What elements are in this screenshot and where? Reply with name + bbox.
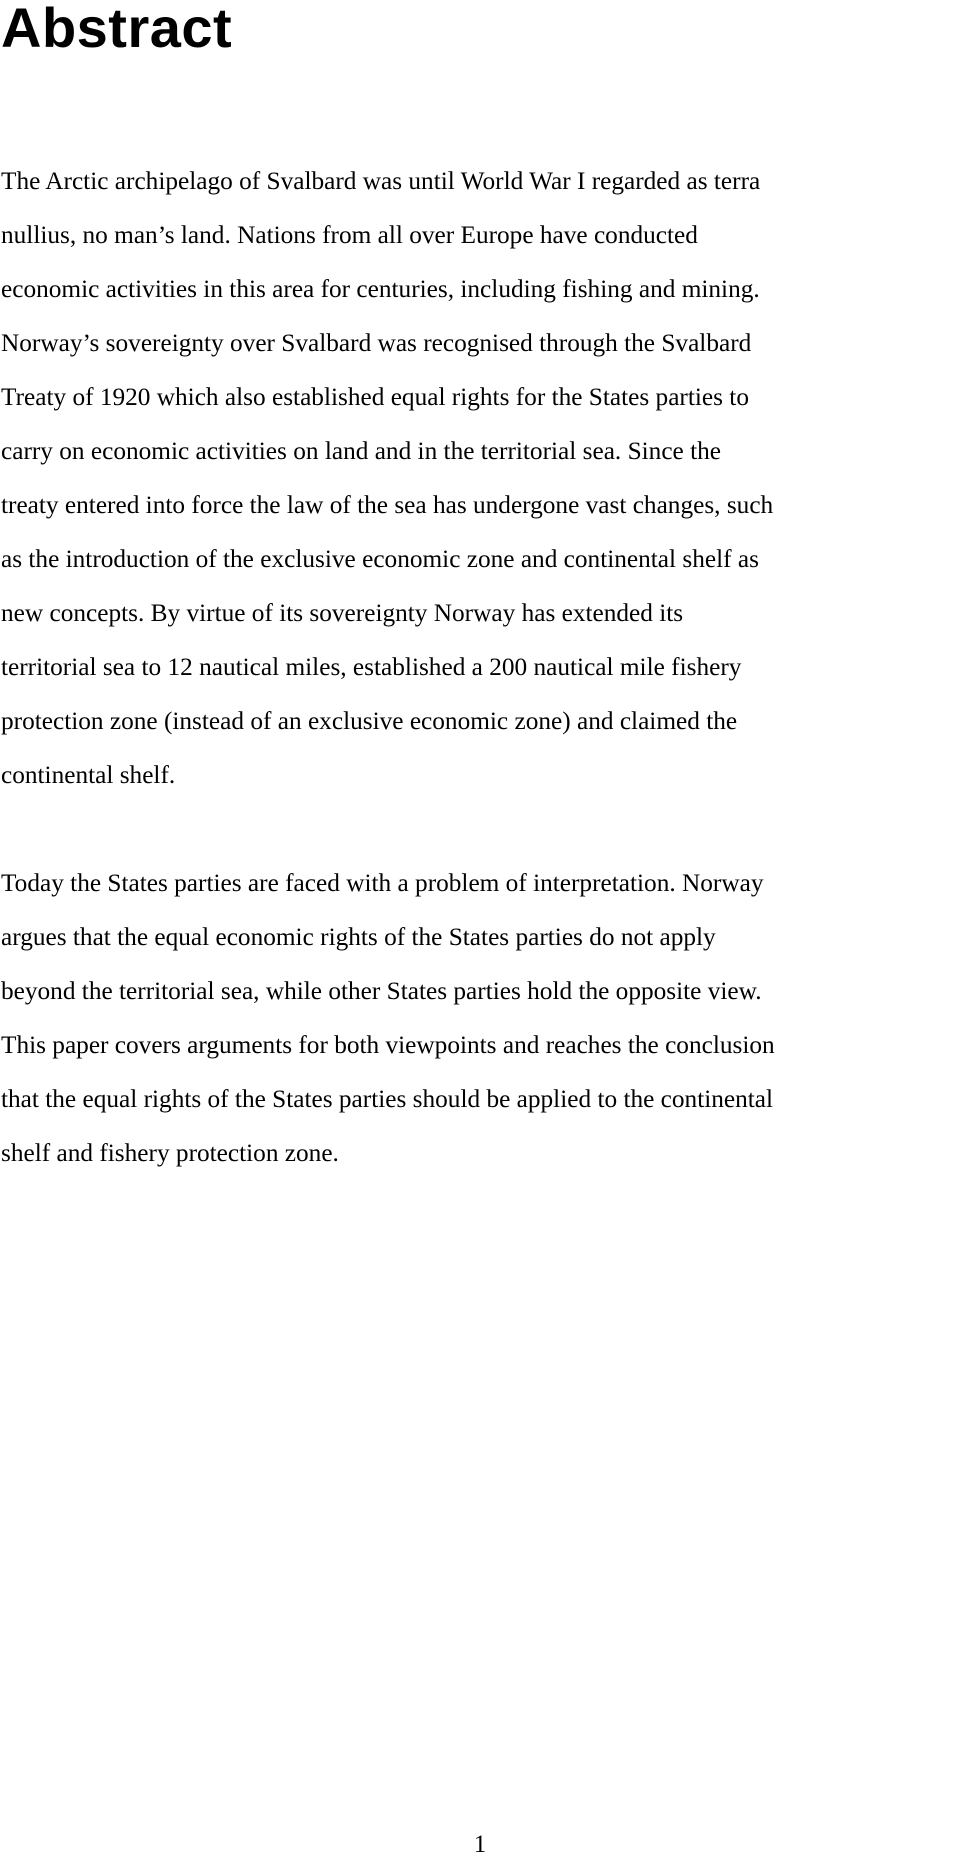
text-line: This paper covers arguments for both viewpoints and reaches the conclusion [1, 1031, 775, 1059]
text-line: protection zone (instead of an exclusive economic zone) and claimed the [1, 707, 738, 735]
text-line: continental shelf. [1, 761, 176, 789]
text-line: argues that the equal economic rights of the States parties do not apply [1, 923, 716, 951]
text-line: Norway’s sovereignty over Svalbard was recognised through the Svalbard [1, 329, 752, 357]
abstract-paragraph-1 [1, 154, 959, 802]
text-line: new concepts. By virtue of its sovereignty Norway has extended its [1, 599, 684, 627]
text-line: shelf and fishery protection zone. [1, 1139, 339, 1167]
text-line: beyond the territorial sea, while other States parties hold the opposite view. [1, 977, 762, 1005]
text-line: nullius, no man’s land. Nations from all over Europe have conducted [1, 221, 698, 249]
text-line: Treaty of 1920 which also established equal rights for the States parties to [1, 383, 749, 411]
text-line: The Arctic archipelago of Svalbard was until World War I regarded as terra [1, 167, 761, 195]
text-line: Today the States parties are faced with a problem of interpretation. Norway [1, 869, 764, 897]
text-line: economic activities in this area for centuries, including fishing and mining. [1, 275, 760, 303]
text-line: that the equal rights of the States parties should be applied to the continental [1, 1085, 774, 1113]
abstract-paragraph-2 [1, 856, 959, 1180]
text-line: treaty entered into force the law of the sea has undergone vast changes, such [1, 491, 774, 519]
page-number: 1 [473, 1831, 487, 1858]
page-heading: Abstract [1, 0, 233, 59]
text-line: carry on economic activities on land and in the territorial sea. Since the [1, 437, 721, 465]
text-line: territorial sea to 12 nautical miles, established a 200 nautical mile fishery [1, 653, 742, 681]
text-line: as the introduction of the exclusive economic zone and continental shelf as [1, 545, 759, 573]
